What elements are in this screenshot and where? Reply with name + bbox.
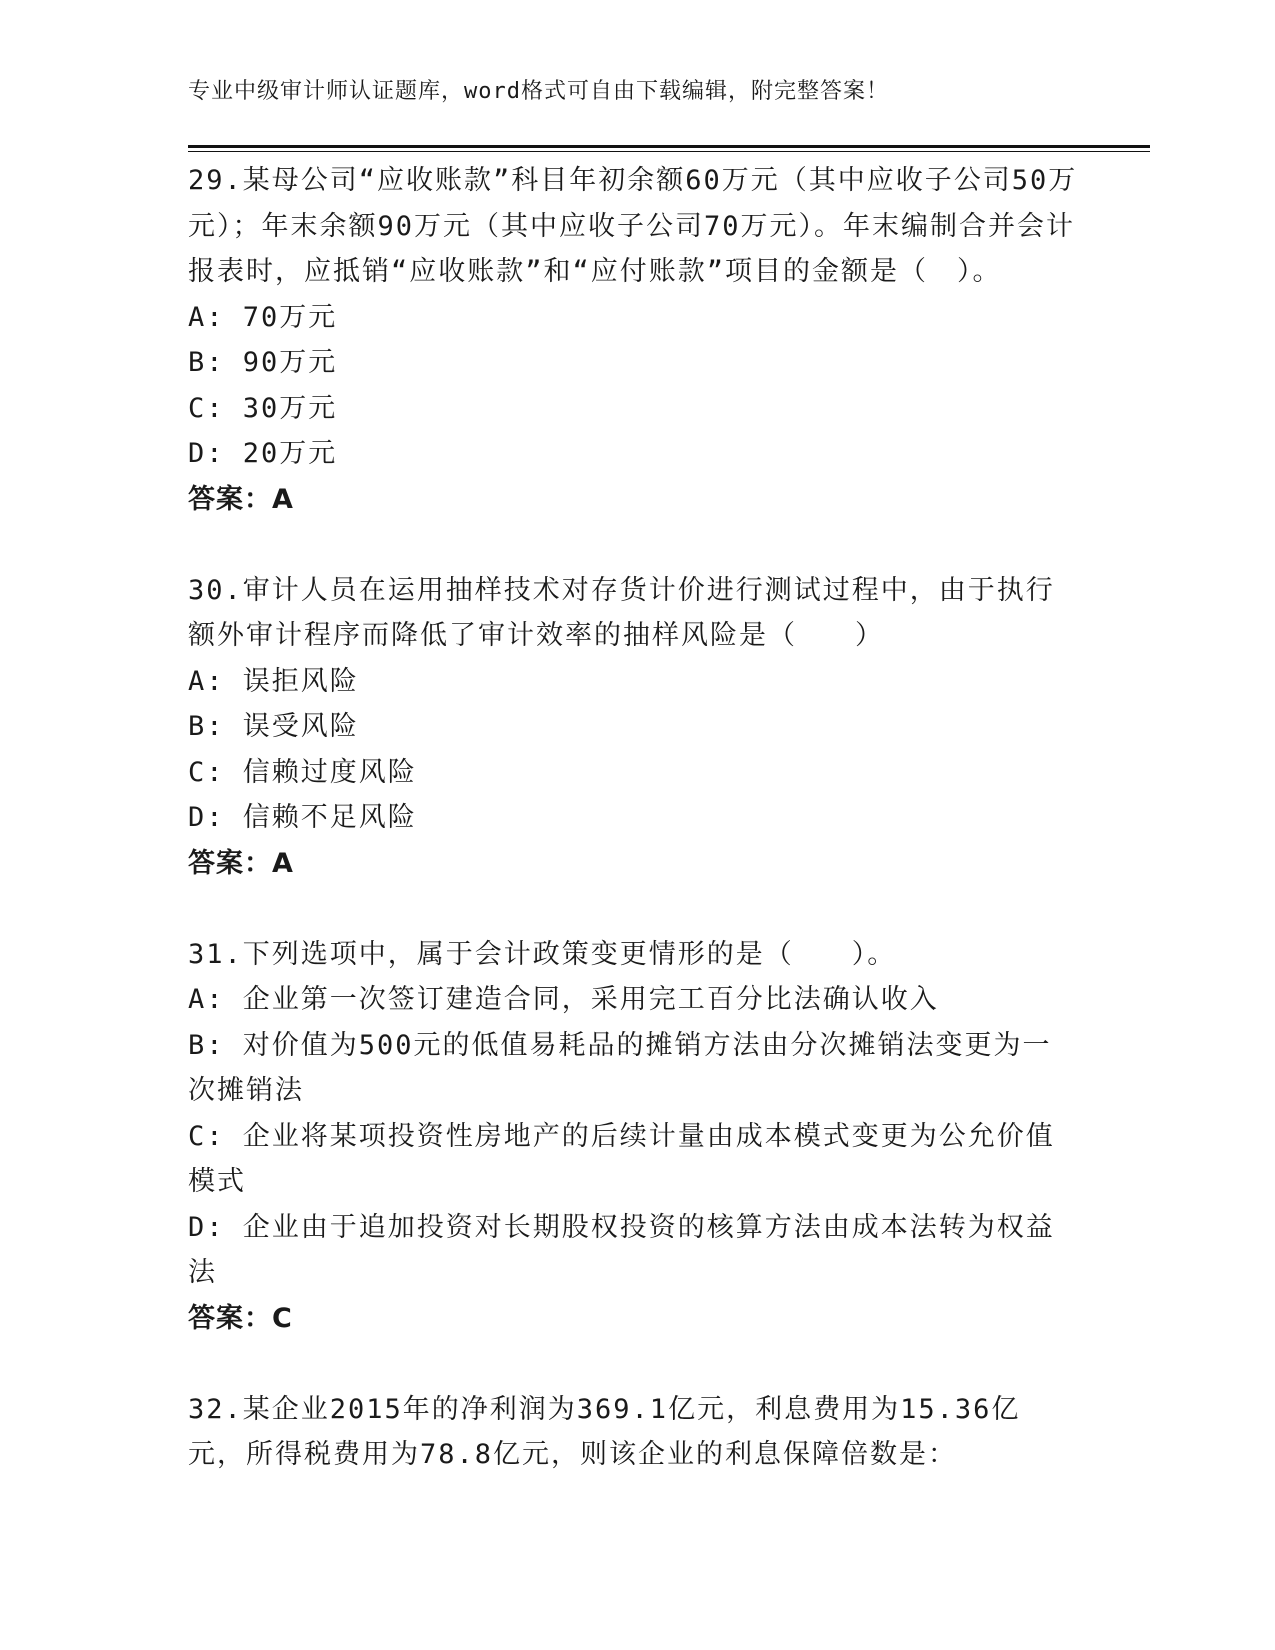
option-b: B: 误受风险 <box>188 711 359 742</box>
option-b: B: 90万元 <box>188 347 338 378</box>
question-32 <box>188 1387 1078 1478</box>
question-gap <box>188 522 1078 568</box>
option-d: D: 信赖不足风险 <box>188 802 417 833</box>
question-31 <box>188 932 1078 1342</box>
question-29 <box>188 158 1078 522</box>
option-d: D: 企业由于追加投资对长期股权投资的核算方法由成本法转为权益法 <box>188 1211 1055 1288</box>
question-list <box>188 158 1078 1478</box>
header-rule-thick <box>188 145 1150 148</box>
option-c: C: 企业将某项投资性房地产的后续计量由成本模式变更为公允价值模式 <box>188 1120 1055 1197</box>
header-rule-thin <box>188 151 1150 152</box>
option-c: C: 信赖过度风险 <box>188 756 417 788</box>
question-gap <box>188 1341 1078 1387</box>
question-text: 31.下列选项中，属于会计政策变更情形的是（ ）。 <box>188 938 897 970</box>
question-text: 29.某母公司“应收账款”科目年初余额60万元（其中应收子公司50万元）；年末余额90万元（其中应收子公司70万元）。年末编制合并会计报表时，应抵销“应收账款”和“应付账款”项目的金额是（ ）。 <box>188 165 1078 287</box>
question-text: 30.审计人员在运用抽样技术对存货计价进行测试过程中，由于执行额外审计程序而降低了审计效率的抽样风险是（ ） <box>188 574 1055 651</box>
option-b: B: 对价值为500元的低值易耗品的摊销方法由分次摊销法变更为一次摊销法 <box>188 1029 1052 1106</box>
option-c: C: 30万元 <box>188 392 338 424</box>
question-30 <box>188 568 1078 887</box>
option-a: A: 企业第一次签订建造合同，采用完工百分比法确认收入 <box>188 984 939 1015</box>
option-a: A: 误拒风险 <box>188 665 359 697</box>
answer-label: 答案：C <box>188 1302 293 1334</box>
page-header: 专业中级审计师认证题库，word格式可自由下载编辑，附完整答案！ <box>188 79 889 104</box>
answer-label: 答案：A <box>188 847 294 879</box>
option-d: D: 20万元 <box>188 438 338 469</box>
answer-label: 答案：A <box>188 483 294 515</box>
question-text: 32.某企业2015年的净利润为369.1亿元，利息费用为15.36亿元，所得税费用为78.8亿元，则该企业的利息保障倍数是： <box>188 1393 1021 1470</box>
question-gap <box>188 886 1078 932</box>
option-a: A: 70万元 <box>188 301 338 333</box>
